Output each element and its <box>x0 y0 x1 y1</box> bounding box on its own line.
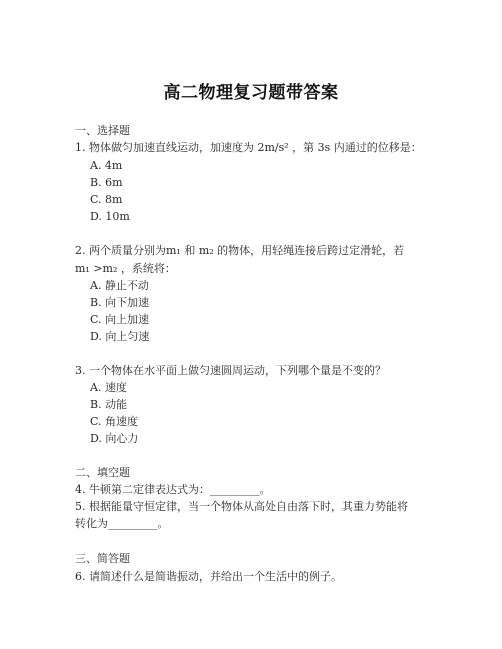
question-4: 4. 牛顿第二定律表达式为：_________。 <box>75 483 271 496</box>
question-5-line-1: 5. 根据能量守恒定律，当一个物体从高处自由落下时，其重力势能将 <box>75 500 408 513</box>
q2-option-a: A. 静止不动 <box>90 279 149 292</box>
question-2-line-2: m₁ >m₂ ，系统将： <box>75 262 176 275</box>
q2-option-c: C. 向上加速 <box>90 313 150 326</box>
q2-option-d: D. 向上匀速 <box>90 330 150 343</box>
q3-option-d: D. 向心力 <box>90 432 139 445</box>
q1-option-d: D. 10m <box>90 210 130 223</box>
q1-option-b: B. 6m <box>90 176 123 189</box>
section-heading-choice: 一、选择题 <box>75 124 130 137</box>
question-2-line-1: 2. 两个质量分别为m₁ 和 m₂ 的物体，用轻绳连接后跨过定滑轮，若 <box>75 244 405 257</box>
question-1: 1. 物体做匀加速直线运动，加速度为 2m/s² ，第 3s 内通过的位移是： <box>75 141 422 154</box>
q1-option-a: A. 4m <box>90 159 123 172</box>
question-3: 3. 一个物体在水平面上做匀速圆周运动，下列哪个量是不变的？ <box>75 364 386 377</box>
q3-option-c: C. 角速度 <box>90 415 139 428</box>
q3-option-b: B. 动能 <box>90 398 128 411</box>
q2-option-b: B. 向下加速 <box>90 296 150 309</box>
section-heading-short-answer: 三、简答题 <box>75 552 130 565</box>
q3-option-a: A. 速度 <box>90 381 127 394</box>
page-title: 高二物理复习题带答案 <box>163 83 339 103</box>
question-5-line-2: 转化为_________。 <box>75 517 169 530</box>
question-6: 6. 请简述什么是简谐振动，并给出一个生活中的例子。 <box>75 570 342 583</box>
q1-option-c: C. 8m <box>90 193 123 206</box>
section-heading-fill: 二、填空题 <box>75 466 130 479</box>
